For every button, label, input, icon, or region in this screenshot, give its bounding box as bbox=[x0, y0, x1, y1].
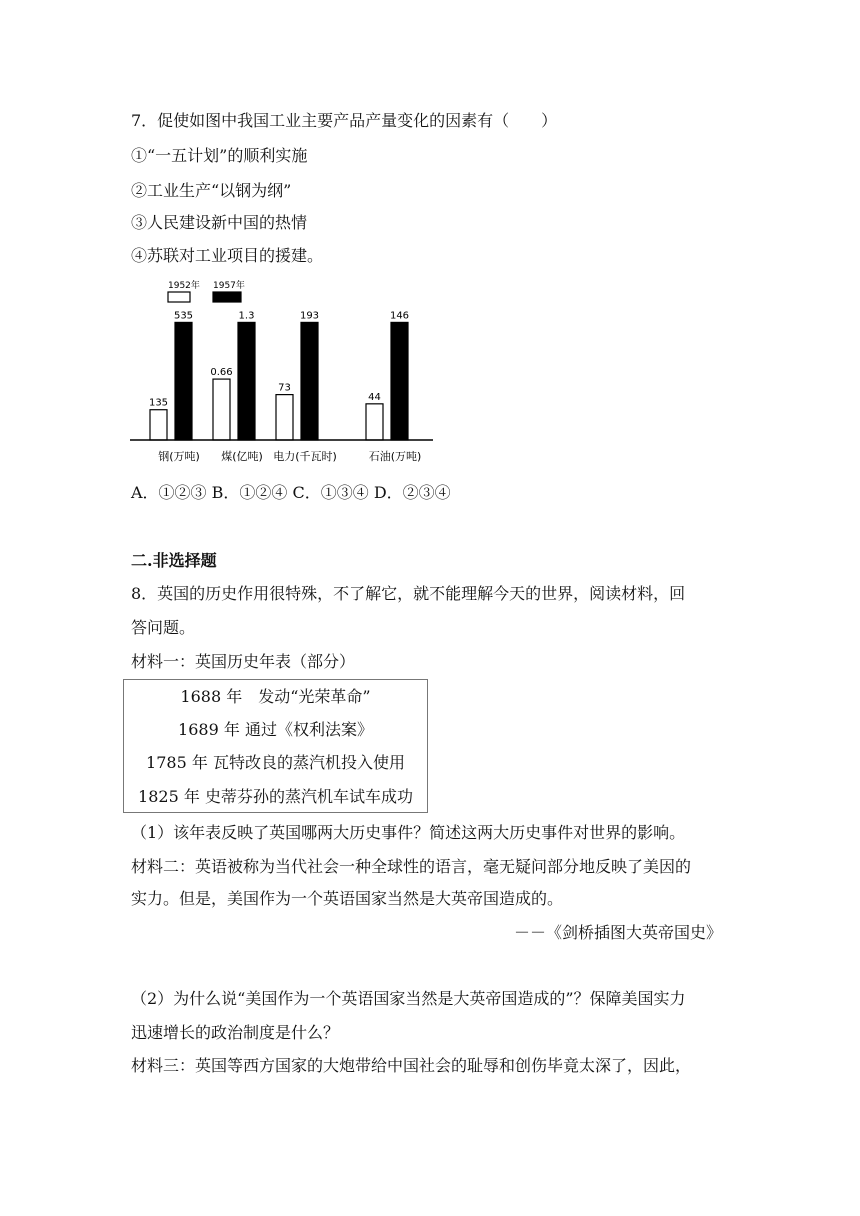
timeline-table bbox=[123, 679, 428, 813]
bar bbox=[175, 322, 192, 440]
data-label: 73 bbox=[278, 382, 291, 394]
question-7-item-2: ②工业生产“以钢为纲” bbox=[131, 181, 292, 200]
data-label: 1.3 bbox=[238, 310, 255, 322]
bar bbox=[366, 404, 383, 440]
material-2-source: －－《剑桥插图大英帝国史》 bbox=[513, 923, 722, 942]
category-label: 电力(千瓦时) bbox=[273, 450, 337, 463]
material-2-line-2: 实力。但是，美国作为一个英语国家当然是大英帝国造成的。 bbox=[131, 889, 564, 908]
question-7-options: A．①②③ B．①②④ C．①③④ D．②③④ bbox=[131, 483, 451, 502]
data-label: 146 bbox=[389, 310, 410, 322]
bar bbox=[238, 322, 255, 440]
question-7-item-1: ①“一五计划”的顺利实施 bbox=[131, 146, 308, 165]
question-8-part-2-line-1: （2）为什么说“美国作为一个英语国家当然是大英帝国造成的”？保障美国实力 bbox=[131, 989, 686, 1008]
timeline-row: 1689 年 通过《权利法案》 bbox=[178, 720, 373, 739]
question-7-item-3: ③人民建设新中国的热情 bbox=[131, 213, 308, 232]
legend-label: 1952年 bbox=[168, 281, 200, 291]
question-8-part-2-line-2: 迅速增长的政治制度是什么？ bbox=[131, 1023, 340, 1042]
timeline-row: 1785 年 瓦特改良的蒸汽机投入使用 bbox=[146, 753, 405, 772]
legend-swatch bbox=[168, 292, 190, 302]
material-2-line-1: 材料二：英语被称为当代社会一种全球性的语言，毫无疑问部分地反映了美因的 bbox=[131, 857, 692, 876]
question-7-item-4: ④苏联对工业项目的援建。 bbox=[131, 246, 324, 265]
data-label: 0.66 bbox=[210, 367, 233, 379]
production-bar-chart bbox=[128, 278, 438, 470]
question-8-stem-line-1: 8．英国的历史作用很特殊，不了解它，就不能理解今天的世界，阅读材料，回 bbox=[131, 584, 686, 603]
bar bbox=[213, 379, 230, 440]
data-label: 535 bbox=[173, 310, 194, 322]
category-label: 煤(亿吨) bbox=[221, 450, 263, 463]
timeline-row: 1825 年 史蒂芬孙的蒸汽机车试车成功 bbox=[138, 787, 413, 806]
legend-swatch bbox=[213, 292, 241, 302]
data-label: 44 bbox=[368, 391, 381, 403]
bar bbox=[150, 410, 167, 440]
legend-label: 1957年 bbox=[213, 281, 245, 291]
question-7-stem: 7．促使如图中我国工业主要产品产量变化的因素有（ ） bbox=[131, 111, 558, 130]
category-label: 钢(万吨) bbox=[158, 450, 200, 463]
timeline-row: 1688 年 发动“光荣革命” bbox=[180, 687, 371, 706]
data-label: 135 bbox=[148, 397, 169, 409]
material-1-title: 材料一：英国历史年表（部分） bbox=[131, 652, 356, 671]
section-2-title: 二.非选择题 bbox=[131, 551, 217, 570]
question-8-part-1: （1）该年表反映了英国哪两大历史事件？简述这两大历史事件对世界的影响。 bbox=[131, 823, 686, 842]
bar bbox=[391, 322, 408, 440]
category-label: 石油(万吨) bbox=[368, 450, 422, 463]
material-3-line-1: 材料三：英国等西方国家的大炮带给中国社会的耻辱和创伤毕竟太深了，因此， bbox=[131, 1056, 692, 1075]
bar bbox=[301, 322, 318, 440]
question-8-stem-line-2: 答问题。 bbox=[131, 618, 196, 637]
bar bbox=[276, 395, 293, 440]
data-label: 193 bbox=[299, 310, 320, 322]
